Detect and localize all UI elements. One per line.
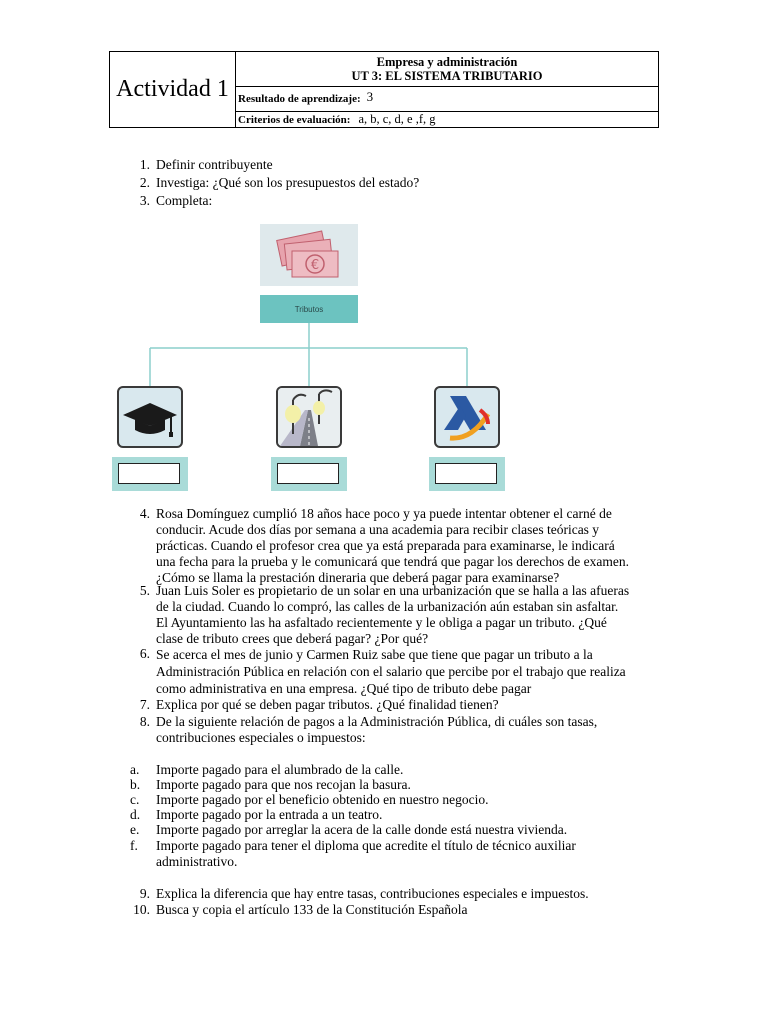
question-line: ¿Cómo se llama la prestación dineraria que deberá pagar para examinarse? <box>156 570 560 585</box>
list-letter: a. <box>130 762 140 777</box>
answer-input[interactable] <box>277 463 339 484</box>
question-line: Rosa Domínguez cumplió 18 años hace poco y ya puede intentar obtener el carné de <box>156 506 612 521</box>
banknotes-icon <box>260 224 358 286</box>
svg-text:€: € <box>310 258 320 273</box>
question-number: 3. <box>139 193 150 208</box>
list-letter: f. <box>130 838 138 853</box>
money-image <box>260 224 358 286</box>
unit-title: UT 3: EL SISTEMA TRIBUTARIO <box>351 69 543 83</box>
graduation-cap-icon <box>119 388 181 446</box>
question-text: Definir contribuyente <box>156 157 273 172</box>
question-number: 4. <box>139 506 150 521</box>
question-line: Explica por qué se deben pagar tributos. ¿Qué finalidad tienen? <box>156 697 499 712</box>
question-line: una fecha para la prueba y le comunicará que tendrá que pagar los derechos de examen. <box>156 554 630 569</box>
list-line: Importe pagado por arreglar la acera de la calle donde está nuestra vivienda. <box>156 822 568 837</box>
question-number: 6. <box>139 646 150 661</box>
criteria-label: Criterios de evaluación: <box>238 113 351 126</box>
public-works-tile <box>276 386 342 448</box>
answer-box <box>429 457 505 491</box>
question-line: clase de tributo crees que deberá pagar? ¿Por qué? <box>156 631 429 646</box>
answer-input[interactable] <box>435 463 497 484</box>
activity-header-table <box>109 51 659 128</box>
list-line: Importe pagado por el beneficio obtenido en nuestro negocio. <box>156 792 489 807</box>
question-number: 10. <box>133 902 150 917</box>
question-text: Investiga: ¿Qué son los presupuestos del estado? <box>156 175 420 190</box>
list-line: Importe pagado por la entrada a un teatro. <box>156 807 383 822</box>
tax-agency-tile <box>434 386 500 448</box>
street-lamp-road-icon <box>278 388 340 446</box>
question-line: Juan Luis Soler es propietario de un solar en una urbanización que se halla a las afueras <box>156 583 630 598</box>
tax-agency-logo-icon <box>436 388 498 446</box>
question-line: como administrativa en una empresa. ¿Qué tipo de tributo debe pagar <box>156 681 532 696</box>
question-line: Se acerca el mes de junio y Carmen Ruiz sabe que tiene que pagar un tributo a la <box>156 647 593 662</box>
question-text: Explica la diferencia que hay entre tasas, contribuciones especiales e impuestos. <box>156 886 589 901</box>
list-letter: b. <box>130 777 141 792</box>
criteria-row <box>236 112 658 127</box>
question-line: de la ciudad. Cuando lo compró, las calles de la urbanización aún estaban sin asfaltar. <box>156 599 619 614</box>
subject-title: Empresa y administración <box>376 55 518 69</box>
question-number: 1. <box>139 157 150 172</box>
question-number: 7. <box>139 697 150 712</box>
list-line: Importe pagado para tener el diploma que acredite el título de técnico auxiliar <box>156 838 576 853</box>
list-line: administrativo. <box>156 854 238 869</box>
question-number: 8. <box>139 714 150 729</box>
question-line: prácticas. Cuando el profesor crea que ya está preparada para examinarse, le indicará <box>156 538 615 553</box>
question-text: Busca y copia el artículo 133 de la Constitución Española <box>156 902 468 917</box>
answer-box <box>112 457 188 491</box>
question-line: El Ayuntamiento las ha asfaltado recientemente y le obliga a pagar un tributo. ¿Qué <box>156 615 607 630</box>
list-letter: d. <box>130 807 141 822</box>
criteria-value: a, b, c, d, e ,f, g <box>358 112 436 126</box>
learning-result-row <box>236 87 658 112</box>
activity-title: Actividad 1 <box>110 52 236 127</box>
question-line: De la siguiente relación de pagos a la Administración Pública, di cuáles son tasas, <box>156 714 598 729</box>
list-letter: e. <box>130 822 140 837</box>
question-number: 9. <box>139 886 150 901</box>
question-number: 5. <box>139 583 150 598</box>
answer-input[interactable] <box>118 463 180 484</box>
question-number: 2. <box>139 175 150 190</box>
learning-result-label: Resultado de aprendizaje: <box>238 93 361 105</box>
list-letter: c. <box>130 792 140 807</box>
tributos-root-box: Tributos <box>260 295 358 323</box>
question-text: Completa: <box>156 193 213 208</box>
list-line: Importe pagado para que nos recojan la basura. <box>156 777 411 792</box>
education-tile <box>117 386 183 448</box>
list-line: Importe pagado para el alumbrado de la calle. <box>156 762 404 777</box>
question-line: Administración Pública en relación con el salario que percibe por el trabajo que realiza <box>156 664 626 679</box>
question-line: contribuciones especiales o impuestos: <box>156 730 366 745</box>
subject-cell <box>236 52 658 87</box>
learning-result-value: 3 <box>366 89 374 104</box>
answer-box <box>271 457 347 491</box>
question-line: conducir. Acude dos días por semana a una academia para recibir clases teóricas y <box>156 522 600 537</box>
